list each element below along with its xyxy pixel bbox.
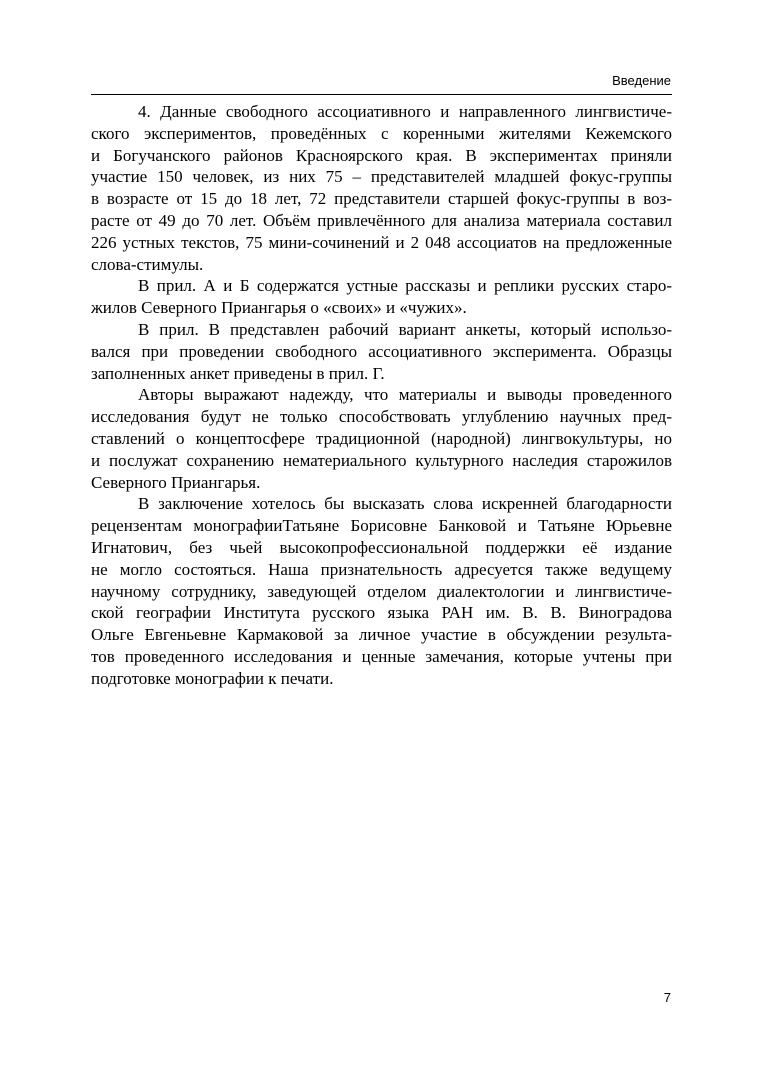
- text-line: в возрасте от 15 до 18 лет, 72 представители старшей фокус-группы в воз-: [91, 189, 672, 209]
- text-line: слова-стимулы.: [91, 254, 204, 274]
- text-line: рецензентам монографииТатьяне Борисовне Банковой и Татьяне Юрьевне: [91, 516, 672, 536]
- running-header-title: Введение: [612, 73, 671, 88]
- text-line: Игнатович, без чьей высокопрофессиональной поддержки её издание: [91, 537, 672, 557]
- text-line: тов проведенного исследования и ценные замечания, которые учтены при: [91, 646, 672, 666]
- page-number: 7: [663, 990, 671, 1005]
- text-line: не могло состояться. Наша признательность адресуется также ведущему: [91, 559, 672, 579]
- text-line: В прил. А и Б содержатся устные рассказы и реплики русских старо-: [138, 276, 672, 296]
- text-line: участие 150 человек, из них 75 – представителей младшей фокус-группы: [91, 167, 672, 187]
- header-divider: [91, 94, 672, 95]
- text-line: В заключение хотелось бы высказать слова искренней благодарности: [138, 494, 672, 514]
- text-line: научному сотруднику, заведующей отделом диалектологии и лингвистиче-: [91, 581, 672, 601]
- text-line: В прил. В представлен рабочий вариант анкеты, который использо-: [138, 319, 672, 339]
- text-line: заполненных анкет приведены в прил. Г.: [91, 363, 385, 383]
- body-text: [91, 101, 672, 690]
- paragraph: [91, 384, 672, 493]
- text-line: и послужат сохранению нематериального культурного наследия старожилов: [91, 450, 672, 470]
- text-line: жилов Северного Приангарья о «своих» и «чужих».: [91, 298, 467, 318]
- paragraph: [91, 101, 672, 275]
- text-line: расте от 49 до 70 лет. Объём привлечённого для анализа материала составил: [91, 210, 672, 230]
- text-line: и Богучанского районов Красноярского края. В экспериментах приняли: [91, 145, 672, 165]
- text-line: 4. Данные свободного ассоциативного и направленного лингвистиче-: [138, 102, 672, 121]
- text-line: ского экспериментов, проведённых с коренными жителями Кежемского: [91, 123, 672, 143]
- paragraph: [91, 493, 672, 689]
- paragraph: [91, 319, 672, 384]
- text-line: подготовке монографии к печати.: [91, 668, 334, 688]
- text-line: ставлений о концептосфере традиционной (народной) лингвокультуры, но: [91, 428, 672, 448]
- text-line: Северного Приангарья.: [91, 472, 261, 492]
- text-line: Авторы выражают надежду, что материалы и выводы проведенного: [138, 385, 672, 405]
- text-line: вался при проведении свободного ассоциативного эксперимента. Образцы: [91, 341, 672, 361]
- text-line: Ольге Евгеньевне Кармаковой за личное участие в обсуждении результа-: [91, 625, 672, 645]
- text-line: 226 устных текстов, 75 мини-сочинений и 2 048 ассоциатов на предложенные: [91, 232, 672, 252]
- text-line: ской географии Института русского языка РАН им. В. В. Виноградова: [91, 603, 672, 623]
- paragraph: [91, 275, 672, 319]
- text-line: исследования будут не только способствовать углублению научных пред-: [91, 407, 672, 427]
